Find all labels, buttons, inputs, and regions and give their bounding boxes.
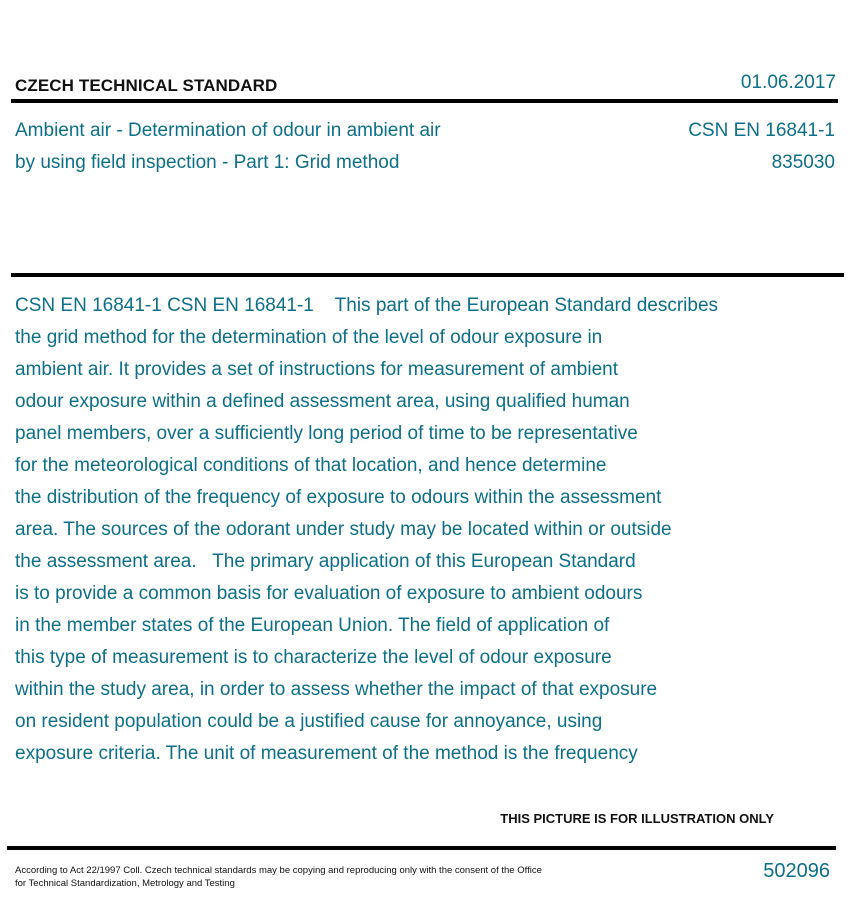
abstract-line: within the study area, in order to assess whether the impact of that exposure: [15, 679, 658, 700]
abstract-line: exposure criteria. The unit of measurement of the method is the frequency: [15, 743, 638, 764]
catalog-number: 502096: [763, 860, 830, 882]
legal-notice: [15, 864, 542, 890]
illustration-notice: THIS PICTURE IS FOR ILLUSTRATION ONLY: [500, 811, 774, 826]
abstract-line: is to provide a common basis for evaluation of exposure to ambient odours: [15, 583, 643, 604]
abstract-line: for the meteorological conditions of that location, and hence determine: [15, 455, 607, 476]
classification-code: 835030: [771, 152, 835, 173]
abstract-line: ambient air. It provides a set of instructions for measurement of ambient: [15, 359, 619, 380]
publisher-heading: CZECH TECHNICAL STANDARD: [15, 76, 278, 95]
middle-divider: [11, 273, 844, 277]
abstract-line: on resident population could be a justified cause for annoyance, using: [15, 711, 603, 732]
abstract-line: the distribution of the frequency of exposure to odours within the assessment: [15, 487, 662, 508]
abstract-line: the grid method for the determination of the level of odour exposure in: [15, 327, 603, 348]
abstract-line: the assessment area. The primary application of this European Standard: [15, 551, 636, 572]
title-line-2: by using field inspection - Part 1: Grid method: [15, 152, 400, 173]
legal-line-1: According to Act 22/1997 Coll. Czech technical standards may be copying and reproducing only with the consent of the Office: [15, 865, 542, 876]
publication-date: 01.06.2017: [740, 72, 836, 93]
standard-title: [15, 115, 441, 179]
legal-line-2: for Technical Standardization, Metrology and Testing: [15, 878, 235, 889]
abstract-line: panel members, over a sufficiently long period of time to be representative: [15, 423, 638, 444]
top-divider: [11, 99, 838, 103]
abstract-line: CSN EN 16841-1 CSN EN 16841-1 This part of the European Standard describes: [15, 295, 719, 316]
standard-codes: [688, 115, 835, 179]
bottom-divider: [7, 846, 836, 850]
abstract-line: area. The sources of the odorant under study may be located within or outside: [15, 519, 672, 540]
title-line-1: Ambient air - Determination of odour in ambient air: [15, 120, 441, 141]
abstract-line: in the member states of the European Union. The field of application of: [15, 615, 610, 636]
standard-number: CSN EN 16841-1: [688, 120, 835, 141]
abstract-line: this type of measurement is to characterize the level of odour exposure: [15, 647, 612, 668]
abstract-text: [15, 290, 835, 770]
abstract-line: odour exposure within a defined assessment area, using qualified human: [15, 391, 630, 412]
